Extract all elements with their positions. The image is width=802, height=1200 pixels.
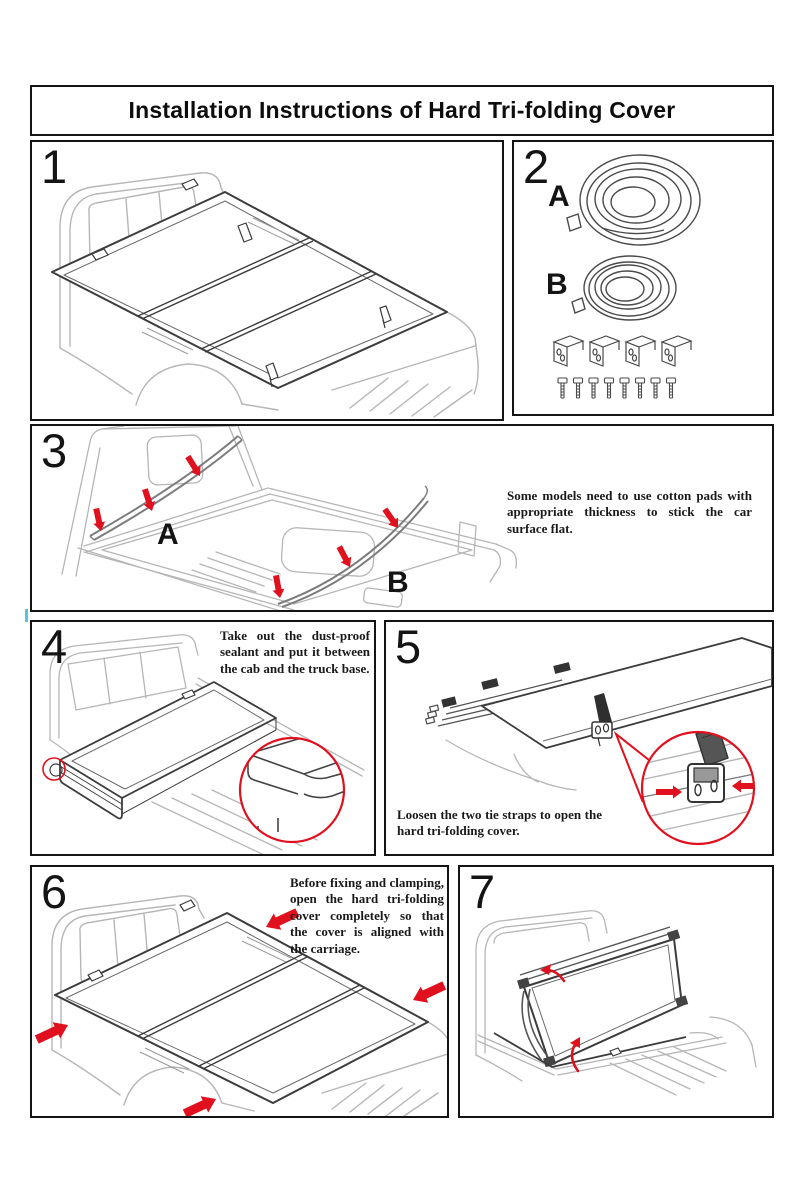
part-b-label: B: [546, 268, 568, 301]
step-6-panel: [30, 865, 449, 1118]
step-number: 7: [469, 865, 496, 918]
red-arrow-icon: [139, 487, 158, 513]
step-number: 6: [41, 865, 68, 918]
step-number: 5: [395, 620, 422, 673]
step-6-note: Before fixing and clamping, open the hard tri-folding cover completely so that the cover is aligned with the carriage.: [290, 875, 444, 956]
page-title: Installation Instructions of Hard Tri-folding Cover: [128, 97, 676, 123]
registration-mark: [25, 609, 28, 622]
step-5-panel: [384, 620, 774, 856]
red-arrows: [90, 453, 403, 599]
bolts: [558, 378, 676, 398]
red-arrow-icon: [270, 574, 286, 599]
step-number: 3: [41, 424, 68, 477]
step1-truck-with-cover-illustration: [32, 142, 502, 419]
step-number: 1: [41, 140, 68, 193]
upright-cover-sketch: [494, 927, 688, 1067]
step-3-note: Some models need to use cotton pads with appropriate thickness to stick the car surface flat.: [507, 488, 752, 536]
step-5-note: Loosen the two tie straps to open the hard tri-folding cover.: [397, 807, 602, 839]
step-3-panel: [30, 424, 774, 612]
seal-roll-a: [567, 155, 700, 245]
seal-b-label: B: [387, 566, 409, 599]
step-number: 2: [523, 140, 550, 193]
step-7-panel: [458, 865, 774, 1118]
step-4-panel: [30, 620, 376, 856]
step-4-note: Take out the dust-proof sealant and put it between the cab and the truck base.: [220, 628, 370, 676]
seal-a-label: A: [157, 518, 179, 551]
cover-sketch: [426, 638, 772, 748]
step-number: 4: [41, 620, 68, 673]
step7-upright-cover-illustration: [460, 867, 772, 1116]
title-box: [30, 85, 774, 136]
red-arrow-icon: [181, 1091, 220, 1116]
mounting-clamps: [554, 336, 691, 366]
seal-roll-b: [572, 256, 676, 320]
red-arrow-icon: [409, 977, 447, 1008]
step-2-panel: [512, 140, 774, 416]
tri-fold-cover-sketch: [52, 179, 447, 388]
truck-sketch: [446, 740, 576, 790]
step-1-panel: [30, 140, 504, 421]
part-a-label: A: [548, 180, 570, 213]
